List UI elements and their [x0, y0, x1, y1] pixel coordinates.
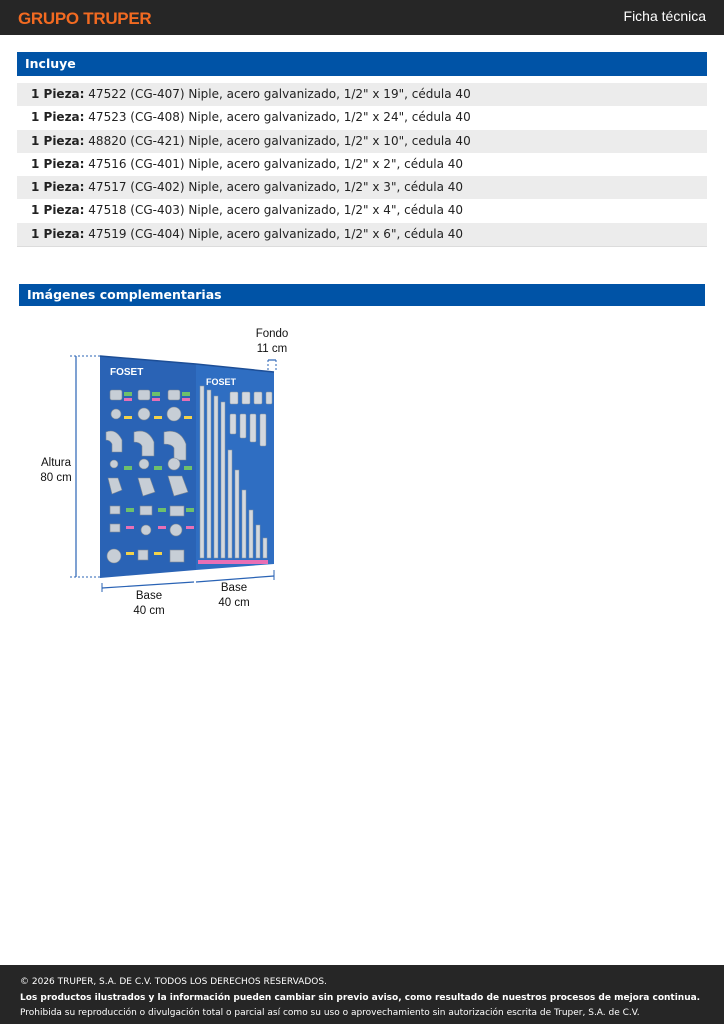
fondo-dimension: [252, 327, 292, 357]
item-description: 47522 (CG-407) Niple, acero galvanizado, 1/2" x 19", cédula 40: [88, 87, 471, 101]
base-right-dimension: [211, 581, 257, 611]
top-bar: [0, 0, 724, 35]
board-logo-right: FOSET: [206, 377, 237, 387]
footer-prohibition: Prohibida su reproducción o divulgación total o parcial así como su uso o aprovechamiento sin autorización escrita de Truper, S.A. de C.V.: [20, 1008, 640, 1018]
imagenes-section-header: Imágenes complementarias: [19, 284, 705, 306]
footer: [0, 965, 724, 1024]
item-description: 47516 (CG-401) Niple, acero galvanizado, 1/2" x 2", cédula 40: [88, 156, 464, 171]
list-item: [17, 223, 707, 246]
item-quantity: 1 Pieza:: [31, 180, 85, 195]
list-item: [17, 106, 707, 129]
incluye-list: [17, 83, 707, 246]
document-title: Ficha técnica: [623, 8, 706, 24]
item-quantity: 1 Pieza:: [31, 110, 85, 125]
footer-copyright: © 2026 TRUPER, S.A. DE C.V. TODOS LOS DERECHOS RESERVADOS.: [20, 977, 327, 987]
item-quantity: 1 Pieza:: [31, 87, 85, 101]
fondo-label: Fondo: [255, 328, 289, 340]
base-left-dimension: [126, 589, 172, 619]
list-item: [17, 176, 707, 199]
list-item: [17, 83, 707, 106]
item-quantity: 1 Pieza:: [31, 156, 85, 171]
altura-dimension: [34, 456, 78, 486]
item-description: 47518 (CG-403) Niple, acero galvanizado, 1/2" x 4", cédula 40: [88, 203, 464, 218]
base-right-label: Base: [220, 582, 248, 594]
list-divider: [17, 246, 707, 247]
list-item: [17, 199, 707, 222]
footer-notice: Los productos ilustrados y la información pueden cambiar sin previo aviso, como resultado de nuestros procesos de mejora continua.: [20, 992, 701, 1003]
fondo-value: 11 cm: [256, 343, 288, 355]
base-right-value: 40 cm: [218, 597, 250, 609]
item-quantity: 1 Pieza:: [31, 203, 85, 218]
base-left-value: 40 cm: [133, 605, 165, 617]
item-description: 47517 (CG-402) Niple, acero galvanizado, 1/2" x 3", cédula 40: [88, 180, 464, 195]
base-left-label: Base: [135, 590, 163, 602]
list-item: [17, 153, 707, 176]
brand-logo: GRUPO TRUPER: [18, 9, 152, 28]
incluye-section-header: Incluye: [17, 52, 707, 76]
altura-value: 80 cm: [40, 472, 72, 484]
item-description: 47519 (CG-404) Niple, acero galvanizado, 1/2" x 6", cédula 40: [88, 226, 464, 241]
item-description: 48820 (CG-421) Niple, acero galvanizado, 1/2" x 10", cedula 40: [88, 133, 471, 148]
board-logo-left: FOSET: [110, 367, 144, 378]
altura-label: Altura: [40, 457, 72, 469]
list-item: [17, 130, 707, 153]
item-quantity: 1 Pieza:: [31, 226, 85, 241]
product-dimension-figure: [30, 320, 310, 630]
item-quantity: 1 Pieza:: [31, 133, 85, 148]
item-description: 47523 (CG-408) Niple, acero galvanizado, 1/2" x 24", cédula 40: [88, 110, 471, 125]
